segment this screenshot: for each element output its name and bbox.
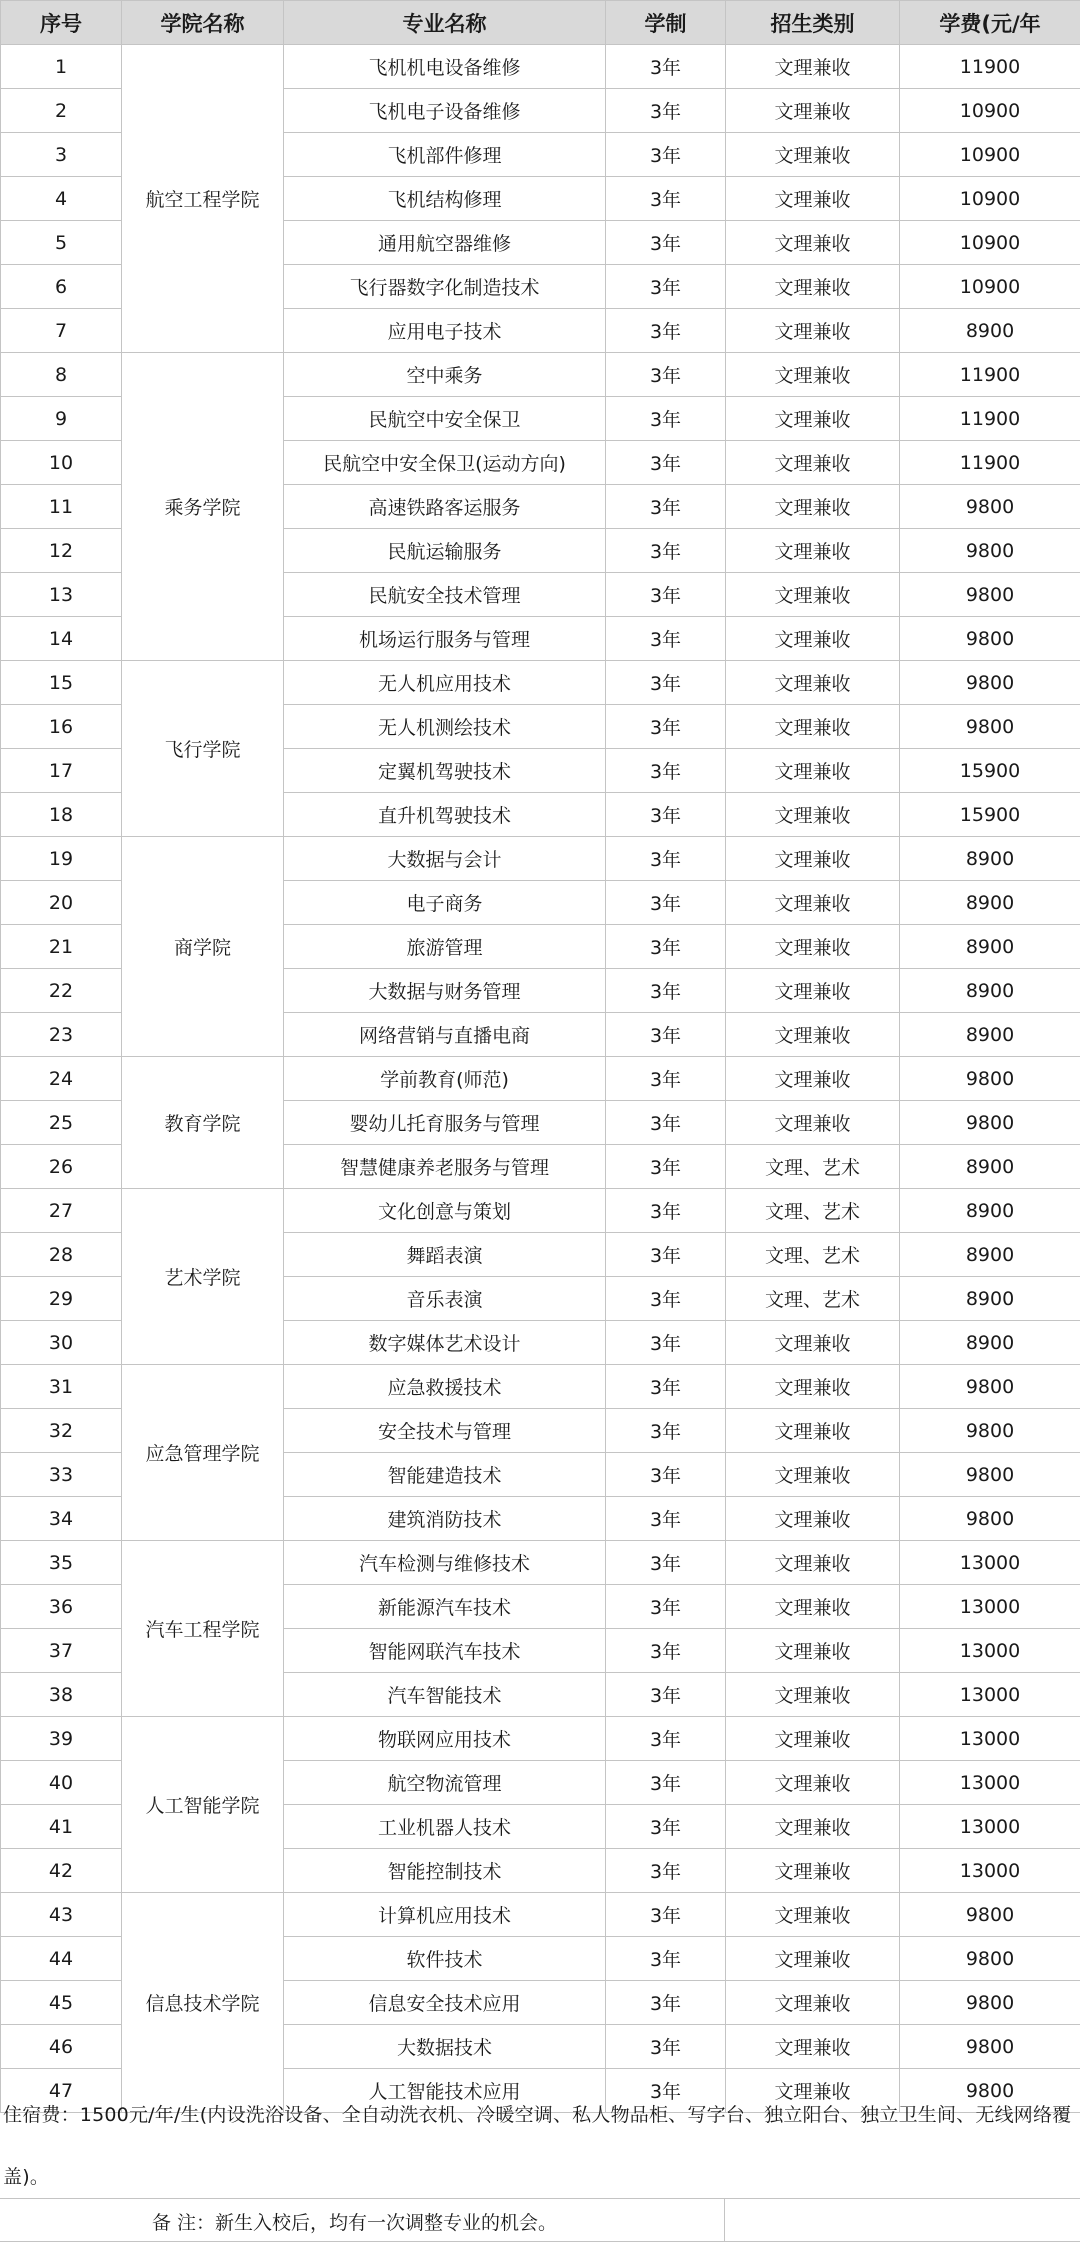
- table-row: [1, 661, 1080, 705]
- cell-duration: 3年: [606, 221, 726, 265]
- cell-duration: 3年: [606, 485, 726, 529]
- cell-category: 文理兼收: [726, 1321, 900, 1365]
- cell-fee: 9800: [900, 1893, 1080, 1937]
- cell-category: 文理兼收: [726, 1761, 900, 1805]
- cell-index: 47: [1, 2069, 122, 2113]
- cell-duration: 3年: [606, 925, 726, 969]
- cell-fee: 9800: [900, 573, 1080, 617]
- cell-index: 22: [1, 969, 122, 1013]
- cell-category: 文理兼收: [726, 617, 900, 661]
- cell-fee: 9800: [900, 2025, 1080, 2069]
- cell-index: 34: [1, 1497, 122, 1541]
- cell-duration: 3年: [606, 1893, 726, 1937]
- cell-duration: 3年: [606, 1717, 726, 1761]
- cell-duration: 3年: [606, 353, 726, 397]
- cell-index: 14: [1, 617, 122, 661]
- table-row: [1, 45, 1080, 89]
- cell-major: 音乐表演: [284, 1277, 606, 1321]
- cell-category: 文理兼收: [726, 705, 900, 749]
- cell-index: 32: [1, 1409, 122, 1453]
- cell-college: 商学院: [122, 837, 284, 1057]
- cell-duration: 3年: [606, 2025, 726, 2069]
- cell-duration: 3年: [606, 265, 726, 309]
- cell-category: 文理、艺术: [726, 1145, 900, 1189]
- cell-duration: 3年: [606, 1409, 726, 1453]
- cell-fee: 9800: [900, 1101, 1080, 1145]
- cell-fee: 13000: [900, 1541, 1080, 1585]
- cell-category: 文理、艺术: [726, 1277, 900, 1321]
- cell-fee: 15900: [900, 749, 1080, 793]
- cell-duration: 3年: [606, 1805, 726, 1849]
- cell-index: 42: [1, 1849, 122, 1893]
- cell-duration: 3年: [606, 1497, 726, 1541]
- remark-row: [0, 2198, 1080, 2242]
- cell-fee: 9800: [900, 661, 1080, 705]
- cell-duration: 3年: [606, 397, 726, 441]
- cell-major: 定翼机驾驶技术: [284, 749, 606, 793]
- cell-category: 文理兼收: [726, 837, 900, 881]
- cell-category: 文理兼收: [726, 969, 900, 1013]
- cell-fee: 8900: [900, 881, 1080, 925]
- cell-major: 高速铁路客运服务: [284, 485, 606, 529]
- cell-duration: 3年: [606, 2069, 726, 2113]
- cell-duration: 3年: [606, 573, 726, 617]
- cell-fee: 8900: [900, 1321, 1080, 1365]
- cell-index: 29: [1, 1277, 122, 1321]
- cell-fee: 9800: [900, 485, 1080, 529]
- table-body: [1, 45, 1080, 2113]
- cell-fee: 8900: [900, 1277, 1080, 1321]
- cell-duration: 3年: [606, 969, 726, 1013]
- cell-duration: 3年: [606, 1057, 726, 1101]
- cell-college: 应急管理学院: [122, 1365, 284, 1541]
- cell-major: 学前教育(师范): [284, 1057, 606, 1101]
- cell-duration: 3年: [606, 1673, 726, 1717]
- cell-category: 文理兼收: [726, 1629, 900, 1673]
- cell-major: 信息安全技术应用: [284, 1981, 606, 2025]
- cell-category: 文理兼收: [726, 1937, 900, 1981]
- cell-major: 无人机测绘技术: [284, 705, 606, 749]
- cell-major: 大数据与财务管理: [284, 969, 606, 1013]
- cell-fee: 9800: [900, 1981, 1080, 2025]
- cell-fee: 9800: [900, 529, 1080, 573]
- cell-college: 人工智能学院: [122, 1717, 284, 1893]
- cell-category: 文理、艺术: [726, 1189, 900, 1233]
- header-row: [1, 1, 1080, 45]
- cell-duration: 3年: [606, 1585, 726, 1629]
- cell-major: 新能源汽车技术: [284, 1585, 606, 1629]
- cell-index: 28: [1, 1233, 122, 1277]
- cell-college: 艺术学院: [122, 1189, 284, 1365]
- cell-fee: 9800: [900, 1453, 1080, 1497]
- cell-fee: 11900: [900, 397, 1080, 441]
- cell-duration: 3年: [606, 177, 726, 221]
- cell-category: 文理兼收: [726, 2069, 900, 2113]
- cell-category: 文理兼收: [726, 485, 900, 529]
- cell-index: 39: [1, 1717, 122, 1761]
- header-duration: 学制: [606, 1, 726, 45]
- cell-index: 12: [1, 529, 122, 573]
- cell-fee: 9800: [900, 1409, 1080, 1453]
- cell-major: 计算机应用技术: [284, 1893, 606, 1937]
- cell-category: 文理兼收: [726, 1585, 900, 1629]
- cell-major: 民航空中安全保卫: [284, 397, 606, 441]
- cell-duration: 3年: [606, 1849, 726, 1893]
- cell-category: 文理兼收: [726, 265, 900, 309]
- cell-fee: 10900: [900, 221, 1080, 265]
- cell-major: 婴幼儿托育服务与管理: [284, 1101, 606, 1145]
- cell-duration: 3年: [606, 1981, 726, 2025]
- cell-fee: 9800: [900, 1365, 1080, 1409]
- cell-major: 电子商务: [284, 881, 606, 925]
- cell-fee: 8900: [900, 969, 1080, 1013]
- cell-category: 文理兼收: [726, 1805, 900, 1849]
- cell-fee: 10900: [900, 133, 1080, 177]
- cell-fee: 10900: [900, 177, 1080, 221]
- cell-index: 44: [1, 1937, 122, 1981]
- cell-duration: 3年: [606, 1013, 726, 1057]
- cell-major: 工业机器人技术: [284, 1805, 606, 1849]
- cell-category: 文理兼收: [726, 925, 900, 969]
- cell-major: 应急救援技术: [284, 1365, 606, 1409]
- cell-category: 文理兼收: [726, 397, 900, 441]
- cell-major: 应用电子技术: [284, 309, 606, 353]
- cell-duration: 3年: [606, 1937, 726, 1981]
- cell-duration: 3年: [606, 89, 726, 133]
- cell-fee: 13000: [900, 1805, 1080, 1849]
- cell-duration: 3年: [606, 529, 726, 573]
- cell-major: 汽车检测与维修技术: [284, 1541, 606, 1585]
- cell-index: 46: [1, 2025, 122, 2069]
- cell-fee: 13000: [900, 1717, 1080, 1761]
- cell-index: 37: [1, 1629, 122, 1673]
- cell-major: 空中乘务: [284, 353, 606, 397]
- cell-major: 飞机结构修理: [284, 177, 606, 221]
- cell-duration: 3年: [606, 1629, 726, 1673]
- cell-duration: 3年: [606, 309, 726, 353]
- cell-major: 民航安全技术管理: [284, 573, 606, 617]
- header-index: 序号: [1, 1, 122, 45]
- cell-category: 文理兼收: [726, 1893, 900, 1937]
- cell-duration: 3年: [606, 1277, 726, 1321]
- cell-category: 文理兼收: [726, 309, 900, 353]
- cell-index: 31: [1, 1365, 122, 1409]
- cell-duration: 3年: [606, 45, 726, 89]
- cell-index: 24: [1, 1057, 122, 1101]
- cell-category: 文理兼收: [726, 881, 900, 925]
- cell-major: 直升机驾驶技术: [284, 793, 606, 837]
- cell-major: 数字媒体艺术设计: [284, 1321, 606, 1365]
- cell-fee: 11900: [900, 441, 1080, 485]
- cell-duration: 3年: [606, 1453, 726, 1497]
- cell-major: 民航空中安全保卫(运动方向): [284, 441, 606, 485]
- cell-fee: 9800: [900, 2069, 1080, 2113]
- table-header: [1, 1, 1080, 45]
- cell-college: 信息技术学院: [122, 1893, 284, 2113]
- table-row: [1, 353, 1080, 397]
- cell-index: 7: [1, 309, 122, 353]
- table-row: [1, 837, 1080, 881]
- cell-fee: 8900: [900, 1013, 1080, 1057]
- cell-index: 43: [1, 1893, 122, 1937]
- cell-fee: 8900: [900, 925, 1080, 969]
- cell-index: 25: [1, 1101, 122, 1145]
- cell-index: 23: [1, 1013, 122, 1057]
- cell-index: 16: [1, 705, 122, 749]
- cell-major: 建筑消防技术: [284, 1497, 606, 1541]
- cell-index: 27: [1, 1189, 122, 1233]
- cell-category: 文理兼收: [726, 1849, 900, 1893]
- cell-index: 9: [1, 397, 122, 441]
- cell-index: 35: [1, 1541, 122, 1585]
- cell-major: 物联网应用技术: [284, 1717, 606, 1761]
- cell-duration: 3年: [606, 441, 726, 485]
- cell-category: 文理兼收: [726, 1409, 900, 1453]
- cell-major: 网络营销与直播电商: [284, 1013, 606, 1057]
- cell-duration: 3年: [606, 1233, 726, 1277]
- cell-index: 1: [1, 45, 122, 89]
- cell-category: 文理、艺术: [726, 1233, 900, 1277]
- table-row: [1, 1189, 1080, 1233]
- cell-fee: 11900: [900, 45, 1080, 89]
- cell-college: 飞行学院: [122, 661, 284, 837]
- cell-fee: 8900: [900, 837, 1080, 881]
- remark-note: 备 注：新生入校后，均有一次调整专业的机会。: [152, 2208, 557, 2235]
- cell-category: 文理兼收: [726, 749, 900, 793]
- cell-major: 智慧健康养老服务与管理: [284, 1145, 606, 1189]
- cell-category: 文理兼收: [726, 1365, 900, 1409]
- cell-duration: 3年: [606, 661, 726, 705]
- cell-duration: 3年: [606, 133, 726, 177]
- cell-index: 5: [1, 221, 122, 265]
- cell-index: 38: [1, 1673, 122, 1717]
- cell-category: 文理兼收: [726, 353, 900, 397]
- cell-major: 飞机部件修理: [284, 133, 606, 177]
- cell-major: 智能建造技术: [284, 1453, 606, 1497]
- cell-index: 10: [1, 441, 122, 485]
- cell-major: 旅游管理: [284, 925, 606, 969]
- cell-major: 航空物流管理: [284, 1761, 606, 1805]
- cell-category: 文理兼收: [726, 1013, 900, 1057]
- table-row: [1, 1541, 1080, 1585]
- cell-category: 文理兼收: [726, 1717, 900, 1761]
- cell-index: 26: [1, 1145, 122, 1189]
- cell-fee: 8900: [900, 309, 1080, 353]
- table-row: [1, 1893, 1080, 1937]
- cell-index: 40: [1, 1761, 122, 1805]
- cell-index: 33: [1, 1453, 122, 1497]
- cell-duration: 3年: [606, 881, 726, 925]
- cell-duration: 3年: [606, 1541, 726, 1585]
- cell-category: 文理兼收: [726, 133, 900, 177]
- cell-duration: 3年: [606, 705, 726, 749]
- cell-major: 智能网联汽车技术: [284, 1629, 606, 1673]
- header-college: 学院名称: [122, 1, 284, 45]
- cell-fee: 8900: [900, 1145, 1080, 1189]
- cell-index: 4: [1, 177, 122, 221]
- cell-category: 文理兼收: [726, 177, 900, 221]
- cell-index: 36: [1, 1585, 122, 1629]
- cell-category: 文理兼收: [726, 529, 900, 573]
- cell-major: 大数据技术: [284, 2025, 606, 2069]
- cell-category: 文理兼收: [726, 2025, 900, 2069]
- cell-fee: 9800: [900, 617, 1080, 661]
- cell-duration: 3年: [606, 1145, 726, 1189]
- cell-index: 2: [1, 89, 122, 133]
- cell-college: 航空工程学院: [122, 45, 284, 353]
- cell-category: 文理兼收: [726, 1541, 900, 1585]
- cell-major: 通用航空器维修: [284, 221, 606, 265]
- table-row: [1, 1717, 1080, 1761]
- header-category: 招生类别: [726, 1, 900, 45]
- cell-major: 智能控制技术: [284, 1849, 606, 1893]
- cell-category: 文理兼收: [726, 1101, 900, 1145]
- cell-major: 机场运行服务与管理: [284, 617, 606, 661]
- cell-duration: 3年: [606, 749, 726, 793]
- cell-duration: 3年: [606, 1101, 726, 1145]
- cell-fee: 10900: [900, 89, 1080, 133]
- cell-fee: 13000: [900, 1849, 1080, 1893]
- cell-category: 文理兼收: [726, 661, 900, 705]
- cell-major: 飞机电子设备维修: [284, 89, 606, 133]
- table-row: [1, 1057, 1080, 1101]
- cell-major: 安全技术与管理: [284, 1409, 606, 1453]
- cell-index: 41: [1, 1805, 122, 1849]
- remark-divider: [724, 2199, 725, 2241]
- cell-category: 文理兼收: [726, 441, 900, 485]
- cell-category: 文理兼收: [726, 793, 900, 837]
- cell-fee: 9800: [900, 1057, 1080, 1101]
- cell-duration: 3年: [606, 793, 726, 837]
- cell-index: 20: [1, 881, 122, 925]
- cell-duration: 3年: [606, 617, 726, 661]
- cell-index: 15: [1, 661, 122, 705]
- cell-major: 大数据与会计: [284, 837, 606, 881]
- cell-category: 文理兼收: [726, 1497, 900, 1541]
- cell-fee: 13000: [900, 1761, 1080, 1805]
- cell-fee: 13000: [900, 1585, 1080, 1629]
- cell-category: 文理兼收: [726, 573, 900, 617]
- cell-fee: 9800: [900, 1497, 1080, 1541]
- cell-major: 飞机机电设备维修: [284, 45, 606, 89]
- table-row: [1, 1365, 1080, 1409]
- cell-index: 19: [1, 837, 122, 881]
- cell-duration: 3年: [606, 837, 726, 881]
- cell-major: 民航运输服务: [284, 529, 606, 573]
- cell-fee: 10900: [900, 265, 1080, 309]
- cell-index: 30: [1, 1321, 122, 1365]
- cell-index: 45: [1, 1981, 122, 2025]
- cell-category: 文理兼收: [726, 45, 900, 89]
- cell-fee: 13000: [900, 1673, 1080, 1717]
- cell-index: 18: [1, 793, 122, 837]
- cell-fee: 8900: [900, 1233, 1080, 1277]
- cell-index: 6: [1, 265, 122, 309]
- cell-category: 文理兼收: [726, 1981, 900, 2025]
- cell-fee: 8900: [900, 1189, 1080, 1233]
- cell-index: 17: [1, 749, 122, 793]
- cell-category: 文理兼收: [726, 221, 900, 265]
- cell-duration: 3年: [606, 1761, 726, 1805]
- cell-major: 舞蹈表演: [284, 1233, 606, 1277]
- cell-fee: 15900: [900, 793, 1080, 837]
- cell-college: 汽车工程学院: [122, 1541, 284, 1717]
- cell-fee: 9800: [900, 1937, 1080, 1981]
- cell-major: 软件技术: [284, 1937, 606, 1981]
- cell-duration: 3年: [606, 1321, 726, 1365]
- lodging-fee-note: 住宿费：1500元/年/生(内设洗浴设备、全自动洗衣机、冷暖空调、私人物品柜、写字台、独立阳台、独立卫生间、无线网络覆盖)。: [3, 2084, 1073, 2208]
- cell-index: 11: [1, 485, 122, 529]
- cell-college: 教育学院: [122, 1057, 284, 1189]
- cell-index: 8: [1, 353, 122, 397]
- header-fee: 学费(元/年: [900, 1, 1080, 45]
- cell-index: 13: [1, 573, 122, 617]
- cell-fee: 11900: [900, 353, 1080, 397]
- cell-college: 乘务学院: [122, 353, 284, 661]
- cell-category: 文理兼收: [726, 1453, 900, 1497]
- cell-fee: 9800: [900, 705, 1080, 749]
- cell-major: 人工智能技术应用: [284, 2069, 606, 2113]
- cell-index: 3: [1, 133, 122, 177]
- cell-fee: 13000: [900, 1629, 1080, 1673]
- cell-category: 文理兼收: [726, 1673, 900, 1717]
- cell-major: 文化创意与策划: [284, 1189, 606, 1233]
- header-major: 专业名称: [284, 1, 606, 45]
- cell-major: 无人机应用技术: [284, 661, 606, 705]
- cell-duration: 3年: [606, 1189, 726, 1233]
- cell-major: 飞行器数字化制造技术: [284, 265, 606, 309]
- cell-index: 21: [1, 925, 122, 969]
- cell-major: 汽车智能技术: [284, 1673, 606, 1717]
- cell-category: 文理兼收: [726, 89, 900, 133]
- cell-duration: 3年: [606, 1365, 726, 1409]
- cell-category: 文理兼收: [726, 1057, 900, 1101]
